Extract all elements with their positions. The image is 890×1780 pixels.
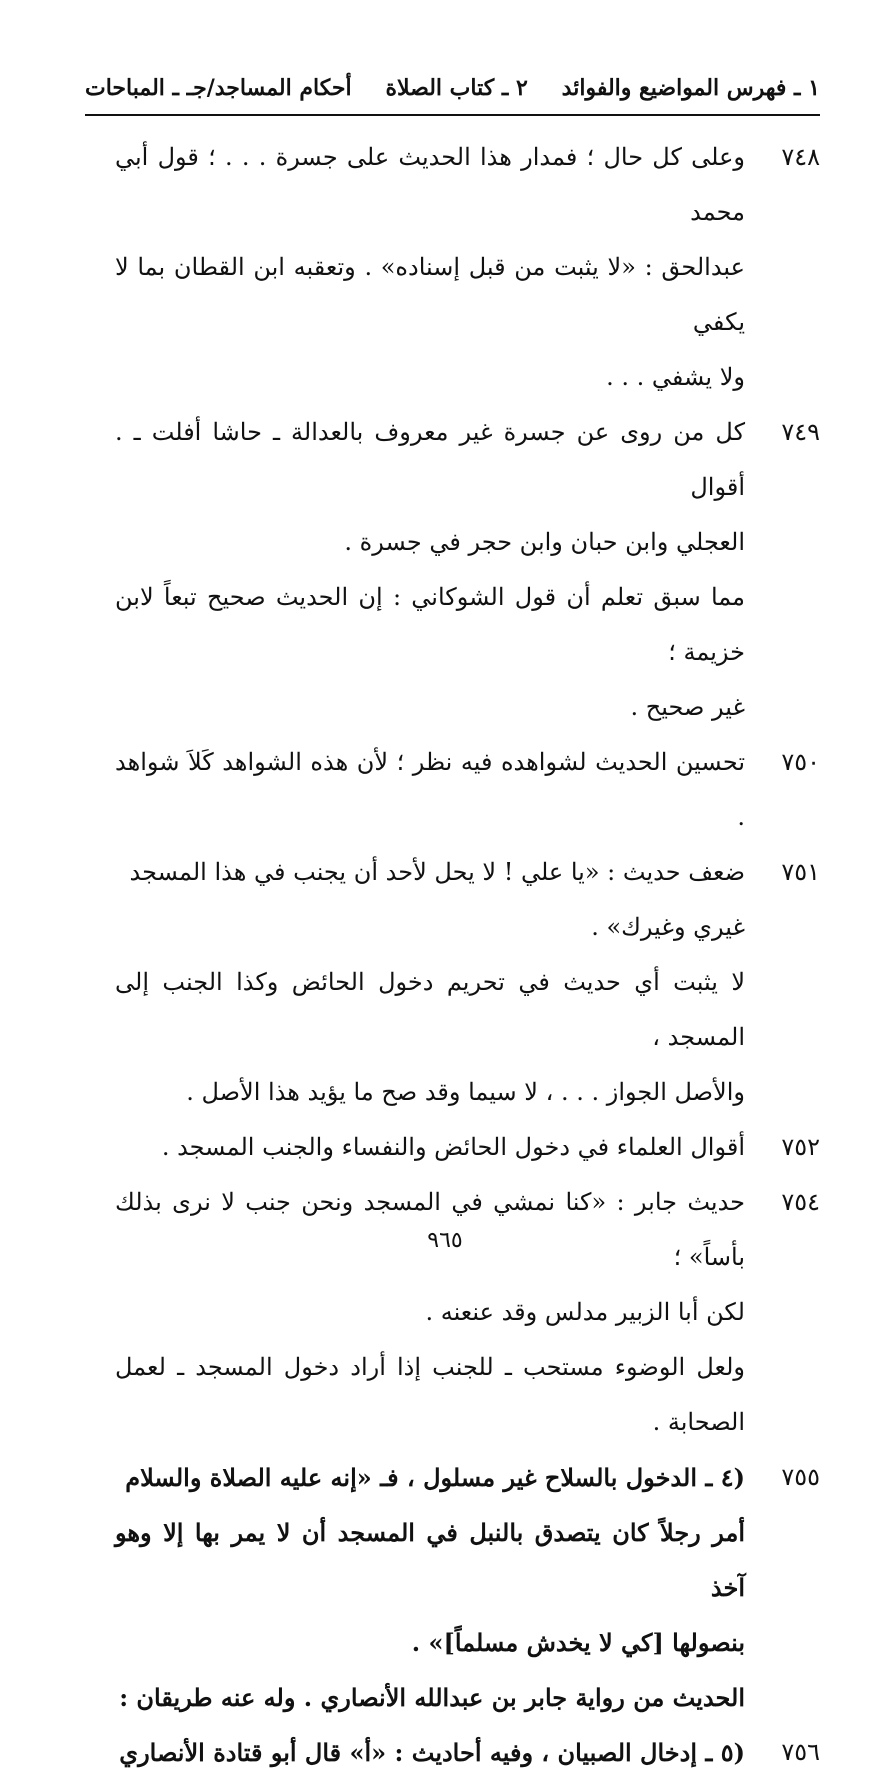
entry-line: بنصولها [كي لا يخدش مسلماً]» . [411, 1628, 745, 1657]
index-entry [105, 1450, 820, 1670]
entry-text [115, 1670, 745, 1725]
entry-text [115, 1450, 745, 1670]
entry-line: أقوال العلماء في دخول الحائض والنفساء والجنب المسجد . [161, 1133, 745, 1161]
entry-line: (٤ ـ الدخول بالسلاح غير مسلول ، فـ «إنه عليه الصلاة والسلام [125, 1463, 745, 1492]
entry-number: ٧٥٢ [781, 1133, 820, 1161]
entry-number: ٧٥٠ [781, 748, 820, 776]
entry-number: ٧٤٩ [781, 418, 820, 446]
entry-line: ولا يشفي . . . [606, 363, 745, 391]
header-rule [85, 114, 820, 116]
header-left: أحكام المساجد/جـ ـ المباحات [85, 75, 352, 101]
index-entry [105, 405, 820, 570]
entry-text [115, 735, 745, 845]
entry-number: ٧٥١ [781, 858, 820, 886]
running-header [85, 68, 820, 108]
entry-line: كل من روى عن جسرة غير معروف بالعدالة ـ حاشا أفلت ـ . أقوال [115, 418, 745, 501]
entry-line: تحسين الحديث لشواهده فيه نظر ؛ لأن هذه الشواهد كَلاَ شواهد . [115, 748, 745, 831]
entry-line: غيري وغيرك» . [591, 913, 745, 941]
entry-text [115, 570, 745, 735]
entry-text [115, 1725, 745, 1780]
index-entry [105, 570, 820, 735]
entry-number: ٧٥٤ [781, 1188, 820, 1216]
index-entry [105, 955, 820, 1120]
index-entry [105, 1175, 820, 1340]
index-entry [105, 735, 820, 845]
entry-line: لا يثبت أي حديث في تحريم دخول الحائض وكذا الجنب إلى المسجد ، [115, 968, 745, 1051]
entry-line: ضعف حديث : «يا علي ! لا يحل لأحد أن يجنب في هذا المسجد [129, 858, 745, 886]
entry-line: ولعل الوضوء مستحب ـ للجنب إذا أراد دخول المسجد ـ لعمل الصحابة . [115, 1353, 745, 1436]
entry-number: ٧٤٨ [781, 143, 820, 171]
index-entry [105, 1670, 820, 1725]
entry-line: والأصل الجواز . . . ، لا سيما وقد صح ما يؤيد هذا الأصل . [186, 1078, 745, 1106]
entry-text [115, 955, 745, 1120]
entry-line: وعلى كل حال ؛ فمدار هذا الحديث على جسرة . . . ؛ قول أبي محمد [115, 143, 745, 226]
entry-text [115, 845, 745, 955]
entry-line: مما سبق تعلم أن قول الشوكاني : إن الحديث صحيح تبعاً لابن خزيمة ؛ [115, 583, 745, 666]
entry-line: لكن أبا الزبير مدلس وقد عنعنه . [425, 1298, 745, 1326]
index-entry [105, 1340, 820, 1450]
entry-line: (٥ ـ إدخال الصبيان ، وفيه أحاديث : «أ» قال أبو قتادة الأنصاري [119, 1738, 745, 1767]
entry-line: الحديث من رواية جابر بن عبدالله الأنصاري . وله عنه طريقان : [119, 1683, 745, 1712]
entry-line: غير صحيح . [630, 693, 745, 721]
entry-line: عبدالحق : «لا يثبت من قبل إسناده» . وتعقبه ابن القطان بما لا يكفي [115, 253, 745, 336]
entry-number: ٧٥٥ [781, 1463, 820, 1491]
page-number: ٩٦٥ [427, 1228, 463, 1253]
entry-line: أمر رجلاً كان يتصدق بالنبل في المسجد أن لا يمر بها إلا وهو آخذ [115, 1518, 745, 1602]
index-entry [105, 1725, 820, 1780]
index-entry [105, 130, 820, 405]
entry-text [115, 405, 745, 570]
entry-line: العجلي وابن حبان وابن حجر في جسرة . [344, 528, 745, 556]
entry-line: حديث جابر : «كنا نمشي في المسجد ونحن جنب لا نرى بذلك بأساً» ؛ [115, 1188, 745, 1271]
index-entry [105, 1120, 820, 1175]
entry-number: ٧٥٦ [781, 1738, 820, 1766]
entry-text [115, 1175, 745, 1340]
entry-text [115, 1340, 745, 1450]
index-entries [105, 130, 820, 1780]
entry-text [115, 1120, 745, 1175]
header-center: ٢ ـ كتاب الصلاة [385, 75, 528, 101]
header-right: ١ ـ فهرس المواضيع والفوائد [561, 75, 820, 101]
index-entry [105, 845, 820, 955]
entry-text [115, 130, 745, 405]
